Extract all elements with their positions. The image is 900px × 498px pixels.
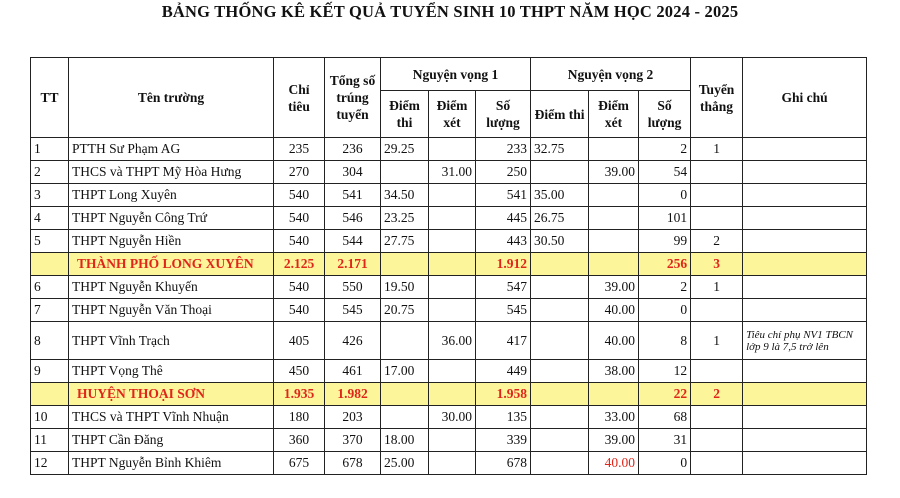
subtotal-nv2-cutoff (589, 383, 639, 406)
direct-admission (691, 161, 743, 184)
subtotal-nv1-cutoff (429, 253, 476, 276)
nv2-cutoff: 39.00 (589, 429, 639, 452)
note (743, 184, 867, 207)
table-row (31, 161, 867, 184)
quota: 360 (274, 429, 325, 452)
nv1-cutoff (429, 299, 476, 322)
direct-admission: 1 (691, 322, 743, 360)
nv2-cutoff: 39.00 (589, 161, 639, 184)
total-admitted: 550 (325, 276, 381, 299)
school-name: THPT Vọng Thê (69, 360, 274, 383)
school-name: THCS và THPT Vĩnh Nhuận (69, 406, 274, 429)
direct-admission: 1 (691, 138, 743, 161)
nv1-cutoff (429, 230, 476, 253)
nv1-count: 250 (476, 161, 531, 184)
quota: 450 (274, 360, 325, 383)
direct-admission: 1 (691, 276, 743, 299)
nv2-count: 2 (639, 276, 691, 299)
table-row (31, 138, 867, 161)
row-index: 2 (31, 161, 69, 184)
subtotal-nv1-exam-score (381, 383, 429, 406)
header-nv2-exam-score: Điểm thi (531, 91, 589, 138)
nv2-count: 12 (639, 360, 691, 383)
header-nv1: Nguyện vọng 1 (381, 58, 531, 91)
note (743, 230, 867, 253)
nv2-exam-score (531, 322, 589, 360)
nv1-exam-score (381, 406, 429, 429)
quota: 235 (274, 138, 325, 161)
total-admitted: 541 (325, 184, 381, 207)
note (743, 138, 867, 161)
nv1-exam-score: 17.00 (381, 360, 429, 383)
nv1-exam-score: 34.50 (381, 184, 429, 207)
nv2-exam-score: 35.00 (531, 184, 589, 207)
row-index: 10 (31, 406, 69, 429)
nv2-exam-score: 30.50 (531, 230, 589, 253)
subtotal-note (743, 383, 867, 406)
nv1-exam-score (381, 161, 429, 184)
subtotal-row-thoai-son (31, 383, 867, 406)
header-tt: TT (31, 58, 69, 138)
nv1-cutoff: 30.00 (429, 406, 476, 429)
header-notes: Ghi chú (743, 58, 867, 138)
nv1-count: 449 (476, 360, 531, 383)
quota: 540 (274, 230, 325, 253)
header-total-admitted: Tổng số trúng tuyển (325, 58, 381, 138)
subtotal-row-long-xuyen (31, 253, 867, 276)
header-nv2: Nguyện vọng 2 (531, 58, 691, 91)
subtotal-index (31, 383, 69, 406)
quota: 405 (274, 322, 325, 360)
nv2-exam-score (531, 276, 589, 299)
header-direct-admission: Tuyển thẳng (691, 58, 743, 138)
nv1-cutoff (429, 429, 476, 452)
nv1-cutoff (429, 138, 476, 161)
nv2-exam-score (531, 406, 589, 429)
total-admitted: 203 (325, 406, 381, 429)
header-school-name: Tên trường (69, 58, 274, 138)
nv1-cutoff (429, 276, 476, 299)
nv1-count: 545 (476, 299, 531, 322)
school-name: THPT Long Xuyên (69, 184, 274, 207)
school-name: THPT Cần Đăng (69, 429, 274, 452)
row-index: 5 (31, 230, 69, 253)
subtotal-name: HUYỆN THOẠI SƠN (69, 383, 274, 406)
direct-admission (691, 207, 743, 230)
nv2-count: 0 (639, 452, 691, 475)
nv2-exam-score (531, 360, 589, 383)
table-row (31, 406, 867, 429)
nv2-cutoff (589, 184, 639, 207)
school-name: THPT Nguyễn Công Trứ (69, 207, 274, 230)
note (743, 299, 867, 322)
row-index: 12 (31, 452, 69, 475)
nv2-exam-score (531, 429, 589, 452)
nv1-count: 135 (476, 406, 531, 429)
quota: 540 (274, 207, 325, 230)
subtotal-total-admitted: 1.982 (325, 383, 381, 406)
table-row (31, 322, 867, 360)
nv1-exam-score: 18.00 (381, 429, 429, 452)
quota: 675 (274, 452, 325, 475)
nv1-exam-score: 23.25 (381, 207, 429, 230)
table-row (31, 360, 867, 383)
table-row (31, 276, 867, 299)
subtotal-note (743, 253, 867, 276)
subtotal-name: THÀNH PHỐ LONG XUYÊN (69, 253, 274, 276)
nv2-cutoff: 40.00 (589, 299, 639, 322)
nv1-cutoff (429, 360, 476, 383)
nv2-cutoff: 40.00 (589, 322, 639, 360)
nv2-exam-score (531, 452, 589, 475)
school-name: THPT Nguyễn Hiền (69, 230, 274, 253)
nv2-cutoff: 40.00 (589, 452, 639, 475)
direct-admission (691, 452, 743, 475)
nv2-count: 68 (639, 406, 691, 429)
nv1-cutoff (429, 452, 476, 475)
subtotal-nv2-cutoff (589, 253, 639, 276)
nv2-exam-score (531, 161, 589, 184)
table-row (31, 452, 867, 475)
nv2-cutoff (589, 230, 639, 253)
nv2-count: 0 (639, 299, 691, 322)
subtotal-direct-admission: 3 (691, 253, 743, 276)
header-nv1-cutoff: Điểm xét (429, 91, 476, 138)
row-index: 8 (31, 322, 69, 360)
nv1-count: 678 (476, 452, 531, 475)
direct-admission: 2 (691, 230, 743, 253)
subtotal-total-admitted: 2.171 (325, 253, 381, 276)
subtotal-nv1-cutoff (429, 383, 476, 406)
subtotal-quota: 2.125 (274, 253, 325, 276)
nv2-cutoff: 39.00 (589, 276, 639, 299)
nv1-exam-score: 20.75 (381, 299, 429, 322)
school-name: THPT Nguyễn Khuyến (69, 276, 274, 299)
total-admitted: 545 (325, 299, 381, 322)
total-admitted: 678 (325, 452, 381, 475)
direct-admission (691, 299, 743, 322)
row-index: 11 (31, 429, 69, 452)
nv1-count: 541 (476, 184, 531, 207)
nv1-exam-score: 27.75 (381, 230, 429, 253)
nv2-count: 99 (639, 230, 691, 253)
note (743, 207, 867, 230)
subtotal-nv2-count: 256 (639, 253, 691, 276)
subtotal-quota: 1.935 (274, 383, 325, 406)
header-nv1-exam-score: Điểm thi (381, 91, 429, 138)
school-name: THPT Nguyễn Văn Thoại (69, 299, 274, 322)
subtotal-nv2-exam-score (531, 253, 589, 276)
nv1-count: 443 (476, 230, 531, 253)
direct-admission (691, 429, 743, 452)
nv2-cutoff (589, 207, 639, 230)
table-row (31, 299, 867, 322)
nv1-exam-score: 19.50 (381, 276, 429, 299)
nv1-count: 233 (476, 138, 531, 161)
note (743, 161, 867, 184)
subtotal-nv1-count: 1.912 (476, 253, 531, 276)
total-admitted: 546 (325, 207, 381, 230)
table-row (31, 207, 867, 230)
note (743, 276, 867, 299)
nv1-count: 445 (476, 207, 531, 230)
nv2-cutoff: 38.00 (589, 360, 639, 383)
school-name: THPT Nguyễn Bỉnh Khiêm (69, 452, 274, 475)
total-admitted: 236 (325, 138, 381, 161)
total-admitted: 426 (325, 322, 381, 360)
school-name: PTTH Sư Phạm AG (69, 138, 274, 161)
nv1-count: 417 (476, 322, 531, 360)
header-nv1-count: Số lượng (476, 91, 531, 138)
subtotal-nv1-exam-score (381, 253, 429, 276)
note: Tiêu chí phụ NV1 TBCN lớp 9 là 7,5 trở lên (743, 322, 867, 360)
table-row (31, 184, 867, 207)
header-nv2-cutoff: Điểm xét (589, 91, 639, 138)
note (743, 429, 867, 452)
nv2-exam-score (531, 299, 589, 322)
table-row (31, 230, 867, 253)
quota: 540 (274, 299, 325, 322)
nv1-cutoff: 36.00 (429, 322, 476, 360)
nv1-exam-score (381, 322, 429, 360)
row-index: 9 (31, 360, 69, 383)
nv2-exam-score: 32.75 (531, 138, 589, 161)
note (743, 406, 867, 429)
nv2-count: 0 (639, 184, 691, 207)
nv1-count: 339 (476, 429, 531, 452)
quota: 540 (274, 184, 325, 207)
total-admitted: 304 (325, 161, 381, 184)
nv2-cutoff: 33.00 (589, 406, 639, 429)
nv2-count: 2 (639, 138, 691, 161)
row-index: 3 (31, 184, 69, 207)
nv2-cutoff (589, 138, 639, 161)
nv1-exam-score: 29.25 (381, 138, 429, 161)
total-admitted: 461 (325, 360, 381, 383)
header-quota: Chỉ tiêu (274, 58, 325, 138)
subtotal-direct-admission: 2 (691, 383, 743, 406)
school-name: THCS và THPT Mỹ Hòa Hưng (69, 161, 274, 184)
nv1-cutoff (429, 207, 476, 230)
school-name: THPT Vĩnh Trạch (69, 322, 274, 360)
subtotal-nv2-exam-score (531, 383, 589, 406)
subtotal-nv1-count: 1.958 (476, 383, 531, 406)
quota: 180 (274, 406, 325, 429)
row-index: 6 (31, 276, 69, 299)
direct-admission (691, 184, 743, 207)
subtotal-index (31, 253, 69, 276)
nv2-count: 54 (639, 161, 691, 184)
page-title: BẢNG THỐNG KÊ KẾT QUẢ TUYỂN SINH 10 THPT NĂM HỌC 2024 - 2025 (161, 2, 739, 21)
total-admitted: 544 (325, 230, 381, 253)
row-index: 4 (31, 207, 69, 230)
nv1-count: 547 (476, 276, 531, 299)
table-row (31, 429, 867, 452)
nv2-count: 31 (639, 429, 691, 452)
nv2-count: 8 (639, 322, 691, 360)
row-index: 7 (31, 299, 69, 322)
nv1-cutoff (429, 184, 476, 207)
results-table (30, 57, 867, 475)
note (743, 452, 867, 475)
quota: 540 (274, 276, 325, 299)
direct-admission (691, 406, 743, 429)
nv2-count: 101 (639, 207, 691, 230)
note (743, 360, 867, 383)
nv1-cutoff: 31.00 (429, 161, 476, 184)
row-index: 1 (31, 138, 69, 161)
quota: 270 (274, 161, 325, 184)
nv1-exam-score: 25.00 (381, 452, 429, 475)
subtotal-nv2-count: 22 (639, 383, 691, 406)
header-nv2-count: Số lượng (639, 91, 691, 138)
direct-admission (691, 360, 743, 383)
total-admitted: 370 (325, 429, 381, 452)
nv2-exam-score: 26.75 (531, 207, 589, 230)
